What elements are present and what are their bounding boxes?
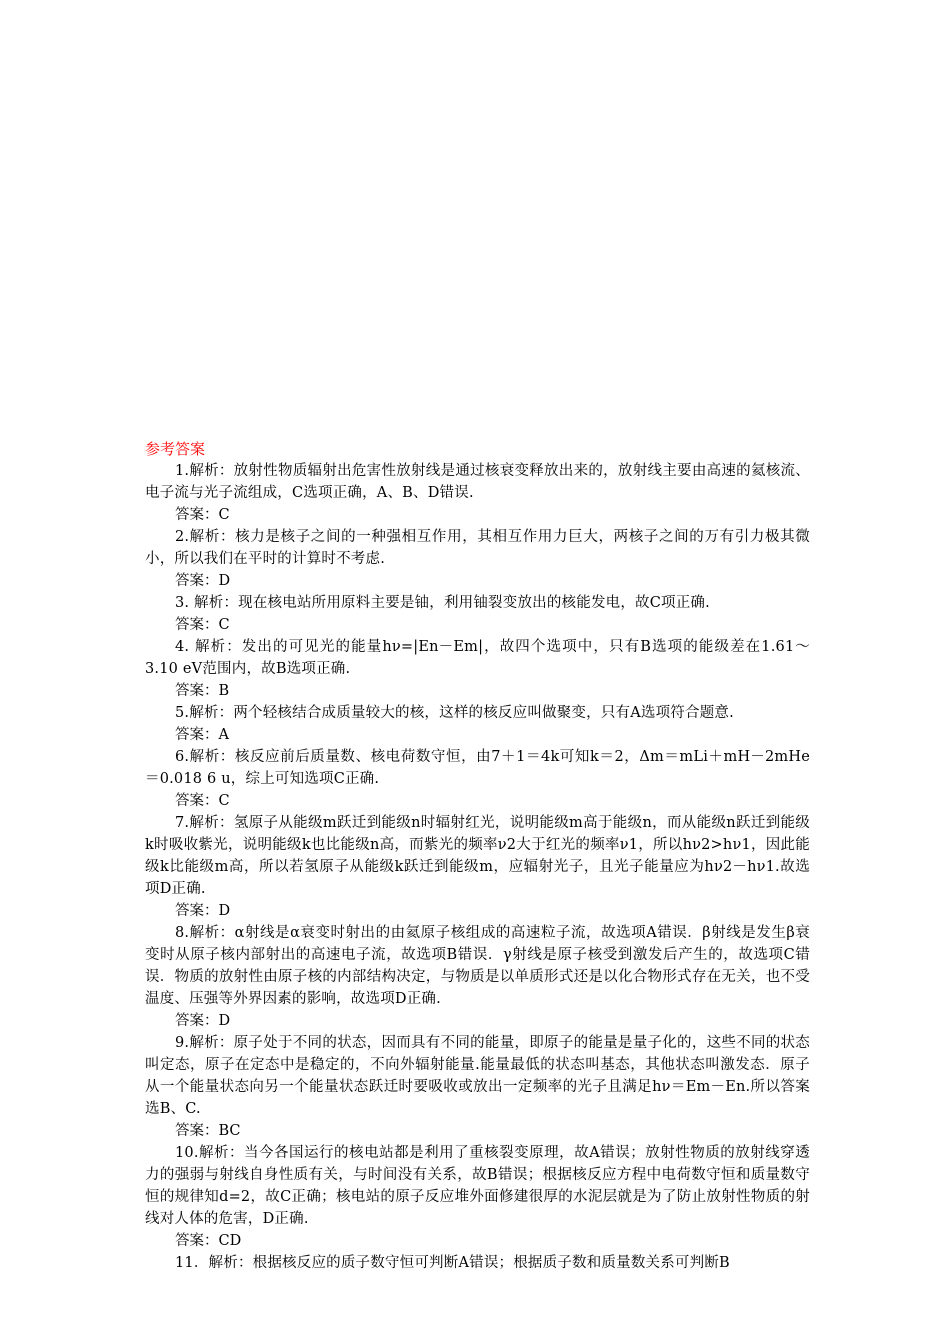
- item-4-analysis: 4. 解析：发出的可见光的能量hν=|En－Em|，故四个选项中，只有B选项的能级差在1.61～3.10 eV范围内，故B选项正确.: [145, 639, 810, 677]
- item-5-analysis: 5.解析：两个轻核结合成质量较大的核，这样的核反应叫做聚变，只有A选项符合题意.: [175, 705, 734, 721]
- item-7-analysis: 7.解析：氢原子从能级m跃迁到能级n时辐射红光，说明能级m高于能级n，而从能级n跃迁到能级k时吸收紫光，说明能级k也比能级n高，而紫光的频率ν2大于红光的频率ν1，所以hν2>hν1，因此能级k比能级m高，所以若氢原子从能级k跃迁到能级m，应辐射光子，且光子能量应为hν2－hν1.故选项D正确.: [145, 815, 810, 897]
- item-10-analysis: 10.解析：当今各国运行的核电站都是利用了重核裂变原理，故A错误；放射性物质的放射线穿透力的强弱与射线自身性质有关，与时间没有关系，故B错误；根据核反应方程中电荷数守恒和质量数守恒的规律知d=2，故C正确；核电站的原子反应堆外面修建很厚的水泥层就是为了防止放射性物质的射线对人体的危害，D正确.: [145, 1145, 810, 1227]
- item-7-answer: 答案：D: [175, 903, 231, 919]
- item-8-answer: 答案：D: [175, 1013, 231, 1029]
- item-3-answer: 答案：C: [175, 617, 230, 633]
- item-1-answer: 答案：C: [175, 507, 230, 523]
- answer-key: [145, 438, 810, 1274]
- item-9-answer: 答案：BC: [175, 1123, 241, 1139]
- item-2-answer: 答案：D: [175, 573, 231, 589]
- item-5-answer: 答案：A: [175, 727, 229, 743]
- item-4-answer: 答案：B: [175, 683, 230, 699]
- item-6-analysis: 6.解析：核反应前后质量数、核电荷数守恒，由7＋1＝4k可知k＝2，Δm＝mLi＋mH－2mHe＝0.018 6 u，综上可知选项C正确.: [145, 749, 810, 787]
- item-11-analysis: 11．解析：根据核反应的质子数守恒可判断A错误；根据质子数和质量数关系可判断B: [175, 1255, 730, 1271]
- item-3-analysis: 3. 解析：现在核电站所用原料主要是铀，利用铀裂变放出的核能发电，故C项正确.: [175, 595, 710, 611]
- item-10-answer: 答案：CD: [175, 1233, 242, 1249]
- answer-key-heading: 参考答案: [145, 440, 206, 458]
- item-1-analysis: 1.解析：放射性物质辐射出危害性放射线是通过核衰变释放出来的，放射线主要由高速的氦核流、电子流与光子流组成，C选项正确，A、B、D错误.: [145, 463, 810, 501]
- item-9-analysis: 9.解析：原子处于不同的状态，因而具有不同的能量，即原子的能量是量子化的，这些不同的状态叫定态，原子在定态中是稳定的，不向外辐射能量.能量最低的状态叫基态，其他状态叫激发态．原子从一个能量状态向另一个能量状态跃迁时要吸收或放出一定频率的光子且满足hν＝Em－En.所以答案选B、C.: [145, 1035, 810, 1117]
- item-6-answer: 答案：C: [175, 793, 230, 809]
- item-8-analysis: 8.解析：α射线是α衰变时射出的由氦原子核组成的高速粒子流，故选项A错误．β射线是发生β衰变时从原子核内部射出的高速电子流，故选项B错误．γ射线是原子核受到激发后产生的，故选项C错误．物质的放射性由原子核的内部结构决定，与物质是以单质形式还是以化合物形式存在无关，也不受温度、压强等外界因素的影响，故选项D正确.: [145, 925, 810, 1007]
- item-2-analysis: 2.解析：核力是核子之间的一种强相互作用，其相互作用力巨大，两核子之间的万有引力极其微小，所以我们在平时的计算时不考虑.: [145, 529, 810, 567]
